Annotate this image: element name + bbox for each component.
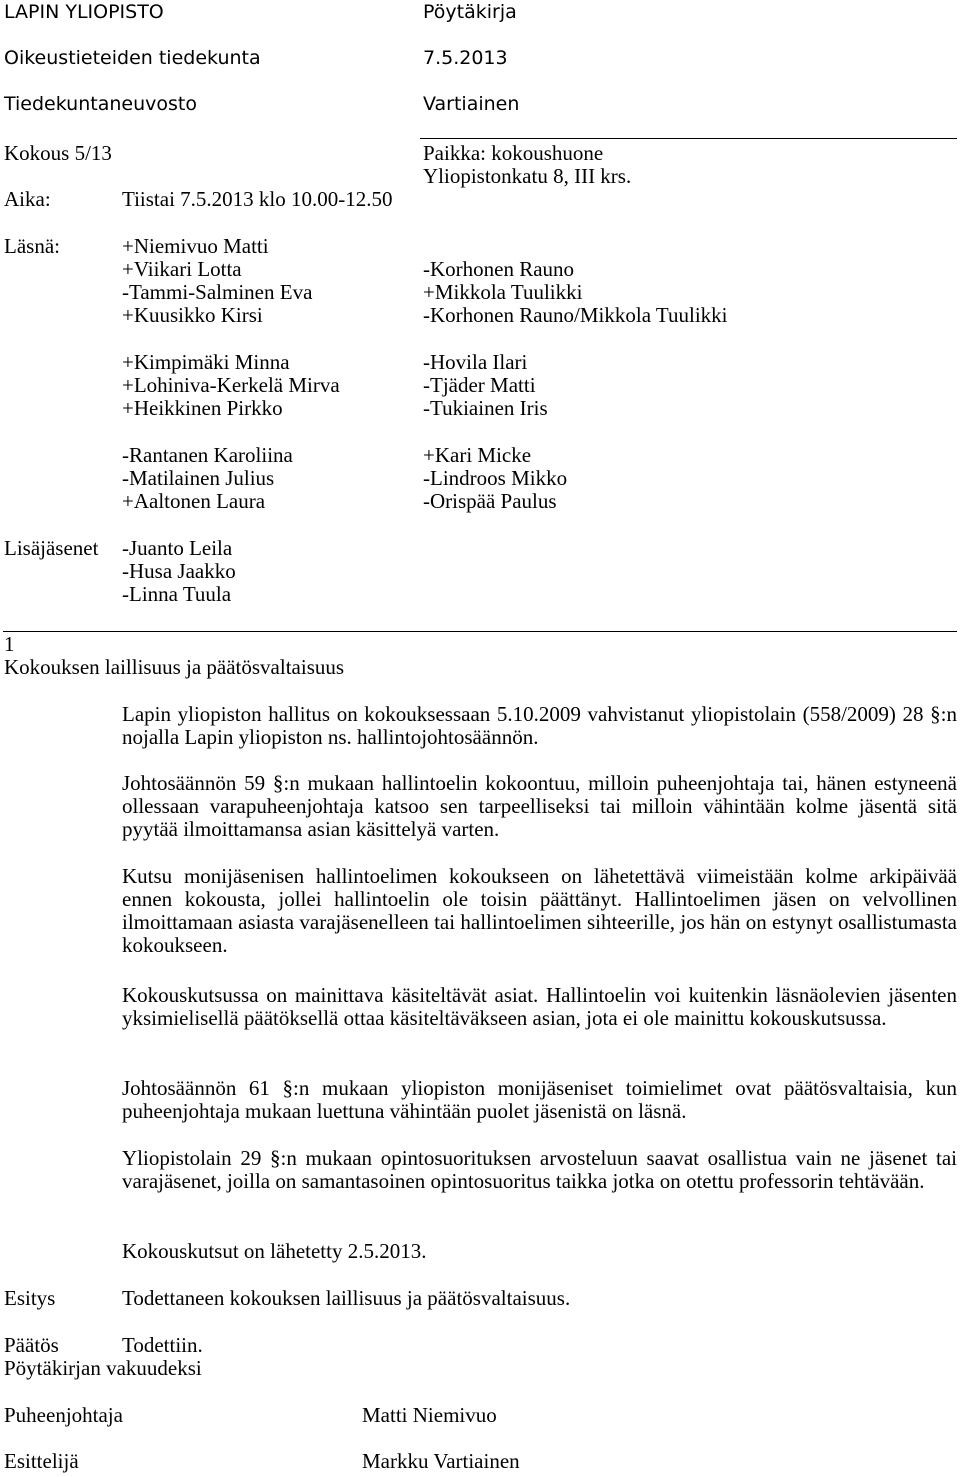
paragraph: Lapin yliopiston hallitus on kokouksessaan 5.10.2009 vahvistanut yliopistolain (558/2009) 28 §:n nojalla Lapin yliopiston ns. hallintojohtosäännön. — [122, 702, 957, 749]
chair-label: Puheenjohtaja — [4, 1403, 123, 1427]
paragraph: Johtosäännön 59 §:n mukaan hallintoelin kokoontuu, milloin puheenjohtaja tai, hänen estyneenä ollessaan varapuheenjohtaja katsoo sen tarpeelliseksi tai milloin vähintään kolme jäsentä sitä pyytää ilmoittamansa asian käsittelyä varten. — [122, 771, 957, 841]
paragraph: Kokouskutsussa on mainittava käsiteltävät asiat. Hallintoelin voi kuitenkin läsnäolevien jäsenten yksimielisellä päätöksellä ottaa käsiteltäväkseen asian, jota ei ole mainittu kokouskutsussa. — [122, 983, 957, 1030]
document-type: Pöytäkirja — [423, 1, 517, 23]
decision-label: Päätös — [4, 1333, 59, 1357]
extra-member: -Husa Jaakko — [122, 559, 236, 583]
paragraph: Kutsu monijäsenisen hallintoelimen kokoukseen on lähetettävä viimeistään kolme arkipäivää ennen kokousta, jollei hallintoelin ole toisin päättänyt. Hallintoelimen jäsen on velvollinen ilmoittamaan asiasta varajäsenelleen tai hallintoelimen sihteerille, jos hän on estynyt osallistumasta kokoukseen. — [122, 864, 957, 957]
document-date: 7.5.2013 — [423, 47, 508, 69]
attendee-left: +Lohiniva-Kerkelä Mirva — [122, 373, 340, 397]
attendee-right: -Lindroos Mikko — [423, 466, 568, 490]
section-number: 1 — [4, 632, 15, 656]
extra-member: -Linna Tuula — [122, 582, 232, 606]
extra-member: -Juanto Leila — [122, 536, 233, 560]
university-name: LAPIN YLIOPISTO — [4, 1, 164, 23]
attendee-left: +Niemivuo Matti — [122, 234, 269, 258]
attendee-left: +Kuusikko Kirsi — [122, 303, 263, 327]
faculty-name: Oikeustieteiden tiedekunta — [4, 47, 261, 69]
attendee-right: +Mikkola Tuulikki — [423, 280, 583, 304]
verification-text: Pöytäkirjan vakuudeksi — [4, 1356, 202, 1380]
attendee-left: +Heikkinen Pirkko — [122, 396, 283, 420]
proposal-text: Todettaneen kokouksen laillisuus ja päätösvaltaisuus. — [122, 1286, 571, 1310]
meeting-number: Kokous 5/13 — [4, 141, 112, 165]
presenter-label: Esittelijä — [4, 1449, 79, 1473]
attendee-right: -Tukiainen Iris — [423, 396, 548, 420]
section-title: Kokouksen laillisuus ja päätösvaltaisuus — [4, 655, 345, 679]
council-name: Tiedekuntaneuvosto — [4, 93, 197, 115]
attendee-right: -Korhonen Rauno/Mikkola Tuulikki — [423, 303, 728, 327]
attendee-left: +Aaltonen Laura — [122, 489, 266, 513]
paragraph: Kokouskutsut on lähetetty 2.5.2013. — [122, 1239, 427, 1263]
attendee-left: -Tammi-Salminen Eva — [122, 280, 313, 304]
meeting-time-value: Tiistai 7.5.2013 klo 10.00-12.50 — [122, 187, 393, 211]
attendee-left: -Matilainen Julius — [122, 466, 275, 490]
attendee-left: +Kimpimäki Minna — [122, 350, 290, 374]
extra-members-label: Lisäjäsenet — [4, 536, 99, 560]
attendee-right: +Kari Micke — [423, 443, 532, 467]
paragraph: Yliopistolain 29 §:n mukaan opintosuorituksen arvosteluun saavat osallistua vain ne jäsenet tai varajäsenet, joilla on samantasoinen opintosuoritus taikka jotka on otettu professorin tehtävään. — [122, 1146, 957, 1193]
attendee-left: -Rantanen Karoliina — [122, 443, 293, 467]
header-divider — [420, 138, 957, 139]
meeting-place-line1: Paikka: kokoushuone — [423, 141, 604, 165]
meeting-place-line2: Yliopistonkatu 8, III krs. — [423, 164, 632, 188]
section-divider — [3, 631, 957, 632]
presenter-name: Markku Vartiainen — [362, 1449, 520, 1473]
secretary-name: Vartiainen — [423, 93, 520, 115]
decision-text: Todettiin. — [122, 1333, 203, 1357]
proposal-label: Esitys — [4, 1286, 56, 1310]
paragraph: Johtosäännön 61 §:n mukaan yliopiston monijäseniset toimielimet ovat päätösvaltaisia, kun puheenjohtaja mukaan luettuna vähintään puolet jäsenistä on läsnä. — [122, 1076, 957, 1123]
attendance-label: Läsnä: — [4, 234, 60, 258]
attendee-right: -Orispää Paulus — [423, 489, 557, 513]
attendee-right: -Korhonen Rauno — [423, 257, 575, 281]
chair-name: Matti Niemivuo — [362, 1403, 497, 1427]
meeting-time-label: Aika: — [4, 187, 51, 211]
attendee-right: -Hovila Ilari — [423, 350, 528, 374]
attendee-left: +Viikari Lotta — [122, 257, 242, 281]
attendee-right: -Tjäder Matti — [423, 373, 536, 397]
